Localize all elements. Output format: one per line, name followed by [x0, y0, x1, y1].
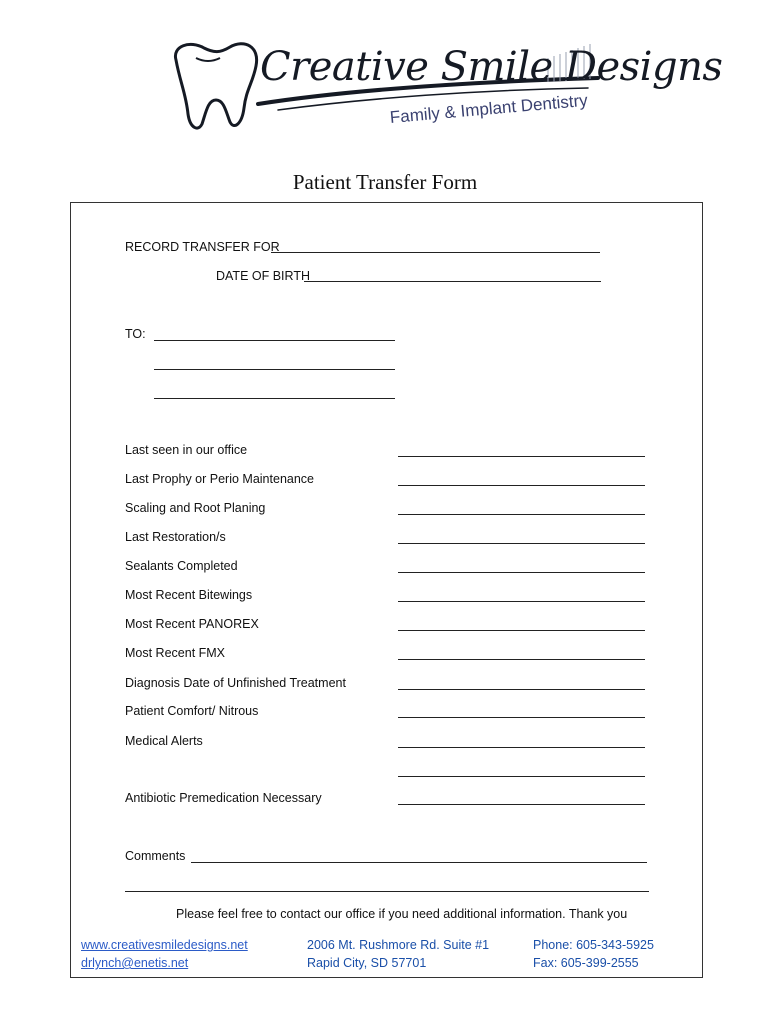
field-label: Last Restoration/s — [125, 530, 226, 544]
fax-number: Fax: 605-399-2555 — [533, 956, 639, 970]
to-line-3[interactable] — [154, 398, 395, 399]
field-line[interactable] — [398, 804, 645, 805]
to-line-2[interactable] — [154, 369, 395, 370]
page-title: Patient Transfer Form — [292, 170, 478, 194]
field-line[interactable] — [398, 776, 645, 777]
record-transfer-field[interactable] — [271, 252, 600, 253]
field-line[interactable] — [398, 659, 645, 660]
field-label: Scaling and Root Planing — [125, 501, 266, 515]
phone-number: Phone: 605-343-5925 — [533, 938, 654, 952]
email-link[interactable]: drlynch@enetis.net — [81, 956, 189, 970]
footer-note: Please feel free to contact our office if you need additional information. Thank you — [176, 907, 628, 921]
field-line[interactable] — [398, 747, 645, 748]
comments-line-2[interactable] — [125, 891, 649, 892]
address-line-1: 2006 Mt. Rushmore Rd. Suite #1 — [307, 938, 490, 952]
field-label: Most Recent PANOREX — [125, 617, 259, 631]
field-line[interactable] — [398, 485, 645, 486]
field-label: Most Recent FMX — [125, 646, 226, 660]
contact-phone-fax — [533, 936, 654, 972]
field-line[interactable] — [398, 572, 645, 573]
field-label: Last seen in our office — [125, 443, 248, 457]
comments-line-1[interactable] — [191, 862, 647, 863]
field-line[interactable] — [398, 601, 645, 602]
address-line-2: Rapid City, SD 57701 — [307, 956, 427, 970]
field-line[interactable] — [398, 717, 645, 718]
field-label: Medical Alerts — [125, 734, 203, 748]
field-label: Most Recent Bitewings — [125, 588, 253, 602]
practice-logo — [168, 38, 723, 148]
field-line[interactable] — [398, 456, 645, 457]
logo-brand-name: Creative Smile Designs — [260, 44, 723, 90]
field-label: Patient Comfort/ Nitrous — [125, 704, 259, 718]
comments-label: Comments — [125, 849, 186, 863]
field-label: Sealants Completed — [125, 559, 238, 573]
record-transfer-label: RECORD TRANSFER FOR — [125, 240, 280, 254]
to-label: TO: — [125, 327, 146, 341]
to-line-1[interactable] — [154, 340, 395, 341]
contact-address — [307, 936, 489, 972]
field-label: Antibiotic Premedication Necessary — [125, 791, 322, 805]
field-line[interactable] — [398, 689, 645, 690]
dob-label: DATE OF BIRTH — [216, 269, 310, 283]
field-label: Last Prophy or Perio Maintenance — [125, 472, 314, 486]
website-link[interactable]: www.creativesmiledesigns.net — [81, 938, 248, 952]
field-line[interactable] — [398, 543, 645, 544]
field-line[interactable] — [398, 514, 645, 515]
field-label: Diagnosis Date of Unfinished Treatment — [125, 676, 346, 690]
dob-field[interactable] — [304, 281, 601, 282]
contact-web-email — [81, 936, 248, 972]
logo-tagline: Family & Implant Dentistry — [389, 90, 589, 127]
field-line[interactable] — [398, 630, 645, 631]
